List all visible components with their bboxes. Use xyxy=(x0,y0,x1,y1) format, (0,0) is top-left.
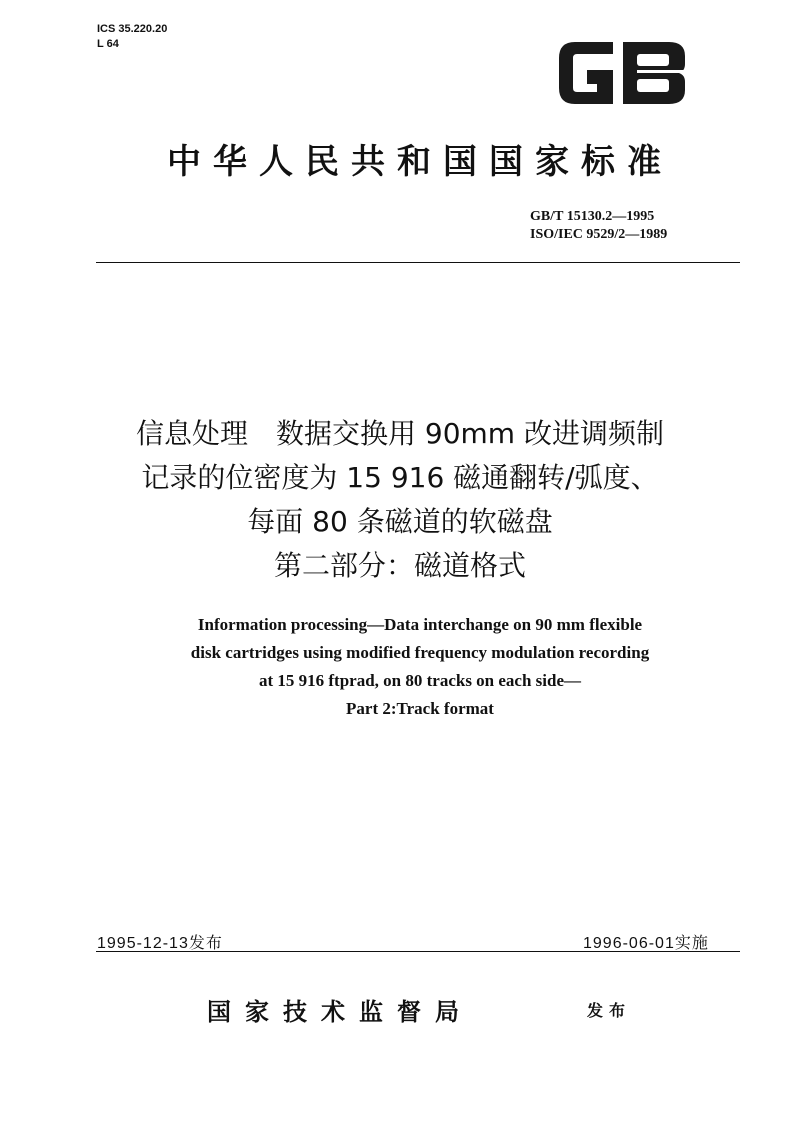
gb-code: GB/T 15130.2—1995 xyxy=(530,209,655,224)
english-title-line: Part 2:Track format xyxy=(346,699,494,718)
national-standard-heading: 中华人民共和国国家标准 xyxy=(167,142,673,182)
gb-logo-icon xyxy=(553,34,691,112)
chinese-title-line: 信息处理 数据交换用 90mm 改进调频制 xyxy=(136,417,664,450)
chinese-title xyxy=(60,412,740,588)
iso-code: ISO/IEC 9529/2—1989 xyxy=(530,227,668,242)
gb-logo xyxy=(553,34,691,112)
bottom-divider xyxy=(96,951,740,952)
english-title xyxy=(80,611,760,723)
ics-code: ICS 35.220.20 xyxy=(97,23,168,35)
issuing-label: 发布 xyxy=(587,1001,632,1020)
issuing-authority: 国家技术监督局 xyxy=(207,997,473,1026)
english-title-line: at 15 916 ftprad, on 80 tracks on each side— xyxy=(258,671,582,690)
top-divider xyxy=(96,262,740,263)
chinese-title-line: 第二部分：磁道格式 xyxy=(273,549,526,582)
ccs-code: L 64 xyxy=(97,38,119,50)
chinese-title-line: 每面 80 条磁道的软磁盘 xyxy=(247,505,553,538)
classification-codes xyxy=(97,22,167,52)
issue-date: 1995-12-13发布 xyxy=(97,935,223,952)
implementation-date: 1996-06-01实施 xyxy=(583,935,709,952)
standard-codes xyxy=(530,208,667,244)
chinese-title-line: 记录的位密度为 15 916 磁通翻转/弧度、 xyxy=(141,461,659,494)
english-title-line: Information processing—Data interchange on 90 mm flexible xyxy=(197,615,643,634)
english-title-line: disk cartridges using modified frequency modulation recording xyxy=(190,643,650,662)
